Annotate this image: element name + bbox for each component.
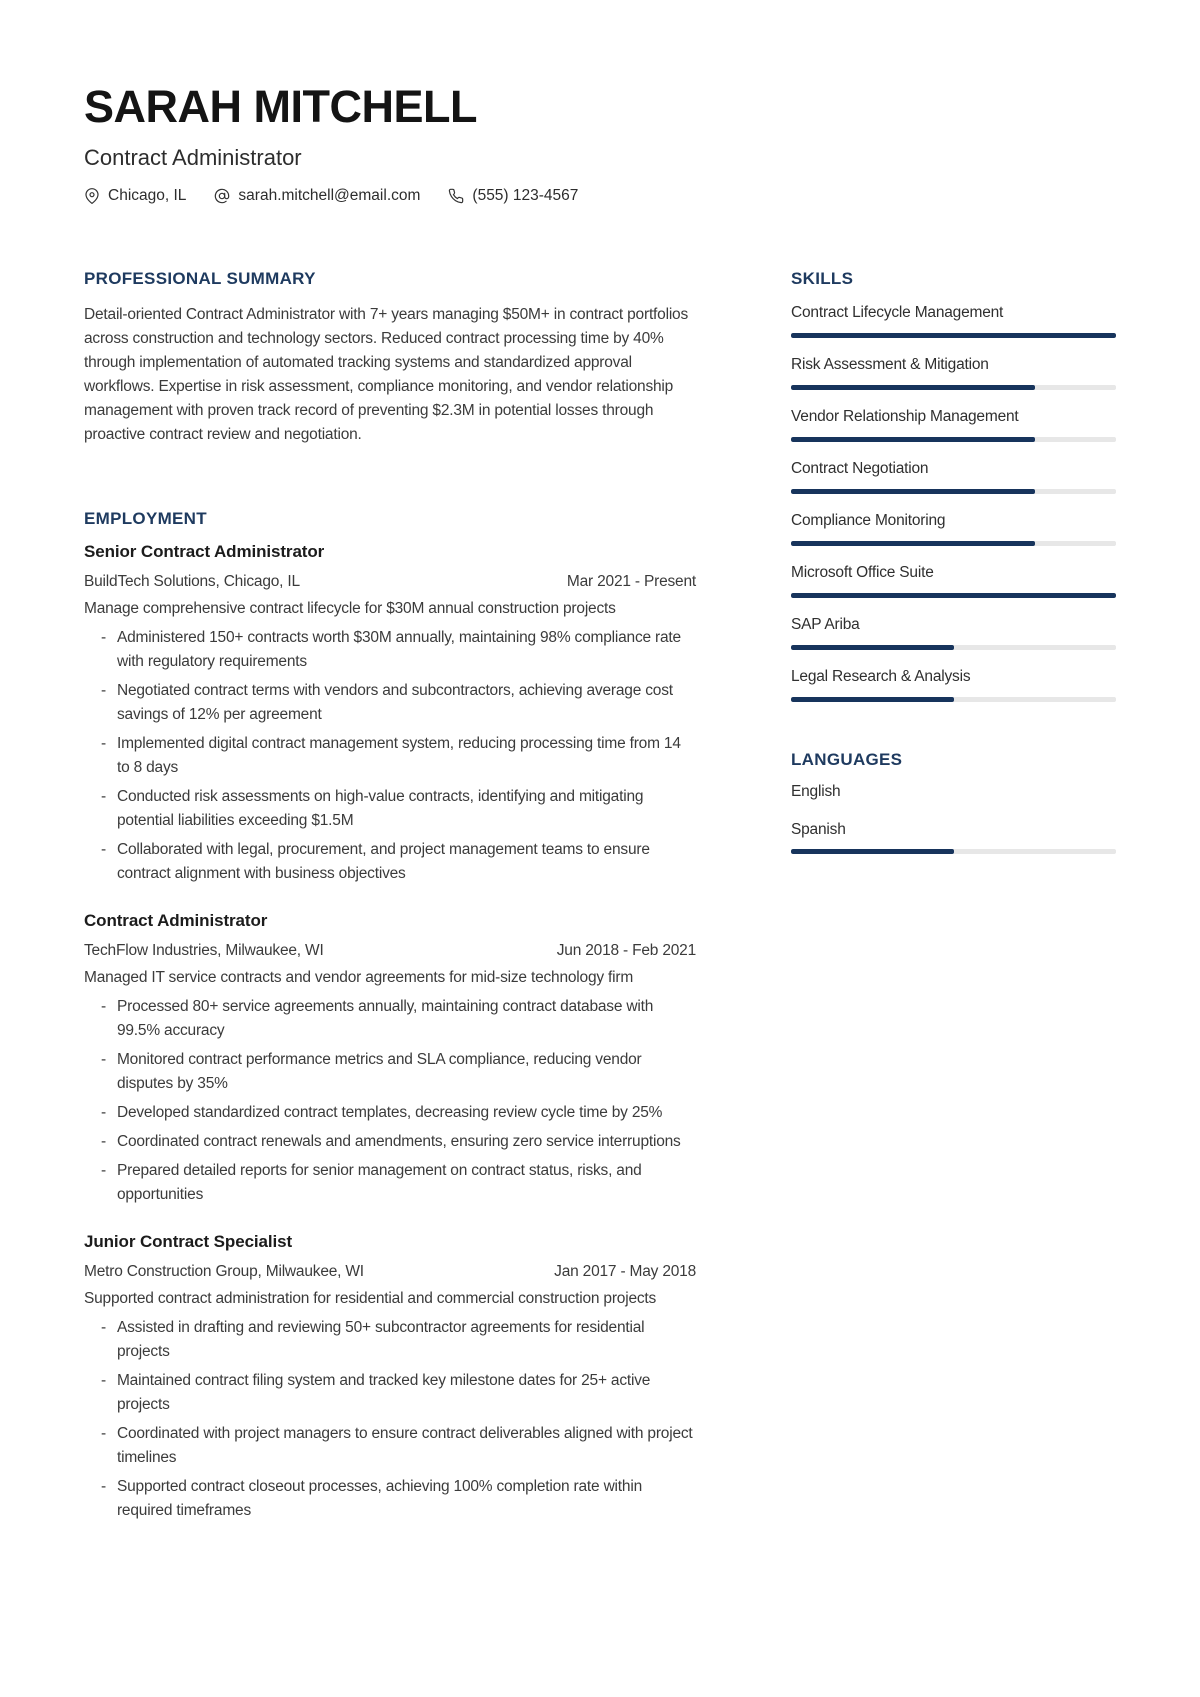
bullet-dash: - (101, 629, 106, 646)
skill-item (791, 615, 1116, 650)
bullet-dash: - (101, 1051, 106, 1068)
skill-label: Contract Negotiation (791, 460, 929, 477)
language-bar-fill (791, 849, 954, 854)
job-title: Senior Contract Administrator (84, 542, 325, 561)
skill-label: SAP Ariba (791, 616, 860, 633)
skill-item (791, 667, 1116, 702)
job-description: Manage comprehensive contract lifecycle for $30M annual construction projects (84, 600, 616, 617)
skill-item (791, 511, 1116, 546)
location-pin-icon (84, 188, 100, 204)
job-bullet (84, 1048, 696, 1096)
phone-icon (448, 188, 464, 204)
job-bullet (84, 1159, 696, 1207)
job-bullet-text: Assisted in drafting and reviewing 50+ subcontractor agreements for residential projects (116, 1319, 645, 1360)
job-company: BuildTech Solutions, Chicago, IL (84, 573, 300, 590)
job-bullet-text: Developed standardized contract templates, decreasing review cycle time by 25% (116, 1104, 663, 1121)
skill-bar-track (791, 333, 1116, 338)
skill-bar-track (791, 593, 1116, 598)
job-meta-row (84, 1260, 696, 1283)
skill-bar-fill (791, 489, 1035, 494)
language-item (791, 820, 1116, 854)
job-bullet (84, 1101, 696, 1125)
bullet-dash: - (101, 841, 106, 858)
job-bullet-text: Coordinated with project managers to ensure contract deliverables aligned with project timelines (116, 1425, 693, 1466)
skill-bar-track (791, 541, 1116, 546)
job-description: Managed IT service contracts and vendor agreements for mid-size technology firm (84, 969, 634, 986)
person-job-title: Contract Administrator (84, 145, 302, 170)
language-label: Spanish (791, 821, 846, 838)
employment-heading: EMPLOYMENT (84, 509, 207, 528)
job-bullet (84, 732, 696, 780)
skill-label: Compliance Monitoring (791, 512, 946, 529)
job-dates: Jun 2018 - Feb 2021 (556, 942, 696, 959)
person-name: SARAH MITCHELL (84, 81, 477, 132)
skill-bar-fill (791, 333, 1116, 338)
skill-bar-fill (791, 437, 1035, 442)
job-bullet (84, 785, 696, 833)
job-bullet (84, 1369, 696, 1417)
contact-email-text: sarah.mitchell@email.com (238, 187, 421, 204)
job-company: TechFlow Industries, Milwaukee, WI (84, 942, 324, 959)
skill-label: Risk Assessment & Mitigation (791, 356, 989, 373)
job-entry (84, 910, 696, 1207)
job-bullet (84, 838, 696, 886)
bullet-dash: - (101, 1133, 106, 1150)
job-bullet-text: Collaborated with legal, procurement, and project management teams to ensure contract alignment with business objectives (116, 841, 650, 882)
job-bullet-text: Negotiated contract terms with vendors and subcontractors, achieving average cost savings of 12% per agreement (116, 682, 673, 723)
skill-label: Vendor Relationship Management (791, 408, 1019, 425)
skill-bar-fill (791, 385, 1035, 390)
language-label: English (791, 783, 841, 800)
job-bullet-text: Processed 80+ service agreements annually, maintaining contract database with 99.5% accuracy (116, 998, 654, 1039)
job-bullet-text: Supported contract closeout processes, achieving 100% completion rate within required timeframes (116, 1478, 642, 1519)
job-title: Junior Contract Specialist (84, 1232, 293, 1251)
skill-bar-fill (791, 645, 954, 650)
skill-item (791, 459, 1116, 494)
skill-bar-track (791, 489, 1116, 494)
job-meta-row (84, 939, 696, 962)
sidebar-column (791, 269, 1116, 1547)
bullet-dash: - (101, 788, 106, 805)
bullet-dash: - (101, 998, 106, 1015)
language-bar-track (791, 849, 1116, 854)
job-description: Supported contract administration for residential and commercial construction projects (84, 1290, 657, 1307)
employment-section (84, 509, 696, 1523)
bullet-dash: - (101, 1162, 106, 1179)
bullet-dash: - (101, 682, 106, 699)
main-column (84, 269, 696, 1547)
job-bullet-text: Implemented digital contract management system, reducing processing time from 14 to 8 days (116, 735, 681, 776)
job-dates: Mar 2021 - Present (566, 573, 696, 590)
skill-bar-fill (791, 697, 954, 702)
job-bullet (84, 1316, 696, 1364)
contact-phone-text: (555) 123-4567 (472, 187, 579, 204)
skill-label: Legal Research & Analysis (791, 668, 971, 685)
job-meta-row (84, 570, 696, 593)
skill-label: Microsoft Office Suite (791, 564, 934, 581)
job-bullet-text: Monitored contract performance metrics and SLA compliance, reducing vendor disputes by 35% (116, 1051, 642, 1092)
bullet-dash: - (101, 735, 106, 752)
job-bullet (84, 1422, 696, 1470)
skill-label: Contract Lifecycle Management (791, 304, 1004, 321)
skill-bar-track (791, 645, 1116, 650)
job-bullet (84, 1475, 696, 1523)
contact-phone (448, 187, 578, 205)
skill-bar-track (791, 437, 1116, 442)
at-sign-icon (214, 188, 230, 204)
job-bullet-text: Administered 150+ contracts worth $30M annually, maintaining 98% compliance rate with regulatory requirements (116, 629, 681, 670)
skill-bar-fill (791, 593, 1116, 598)
job-bullet-text: Conducted risk assessments on high-value contracts, identifying and mitigating potential liabilities exceeding $1.5M (116, 788, 644, 829)
job-bullet-list (84, 1316, 696, 1523)
skill-item (791, 563, 1116, 598)
job-bullet-text: Coordinated contract renewals and amendments, ensuring zero service interruptions (116, 1133, 681, 1150)
skills-section (791, 269, 1116, 702)
resume-body (84, 269, 1116, 1547)
job-bullet-text: Maintained contract filing system and tracked key milestone dates for 25+ active projects (116, 1372, 651, 1413)
job-title: Contract Administrator (84, 911, 268, 930)
job-bullet-list (84, 995, 696, 1207)
job-bullet (84, 1130, 696, 1154)
skill-item (791, 303, 1116, 338)
contact-email (214, 187, 420, 205)
summary-heading: PROFESSIONAL SUMMARY (84, 269, 316, 288)
contact-location (84, 187, 186, 205)
bullet-dash: - (101, 1372, 106, 1389)
job-bullet-text: Prepared detailed reports for senior management on contract status, risks, and opportunities (116, 1162, 642, 1203)
job-bullet (84, 679, 696, 727)
job-entry (84, 541, 696, 886)
job-entry (84, 1231, 696, 1523)
job-bullet (84, 626, 696, 674)
job-bullet-list (84, 626, 696, 886)
job-dates: Jan 2017 - May 2018 (554, 1263, 696, 1280)
bullet-dash: - (101, 1425, 106, 1442)
contact-row (84, 187, 1116, 205)
job-bullet (84, 995, 696, 1043)
skills-heading: SKILLS (791, 269, 854, 288)
summary-section (84, 269, 696, 447)
skill-bar-track (791, 697, 1116, 702)
bullet-dash: - (101, 1104, 106, 1121)
skill-item (791, 355, 1116, 390)
resume-header (84, 82, 1116, 205)
bullet-dash: - (101, 1478, 106, 1495)
language-item (791, 782, 1116, 802)
bullet-dash: - (101, 1319, 106, 1336)
skill-item (791, 407, 1116, 442)
summary-text: Detail-oriented Contract Administrator with 7+ years managing $50M+ in contract portfolios across construction and technology sectors. Reduced contract processing time by 40% through implementation of automated tracking systems and standardized approval workflows. Expertise in risk assessment, compliance monitoring, and vendor relationship management with proven track record of preventing $2.3M in potential losses through proactive contract review and negotiation. (84, 306, 689, 443)
skill-bar-track (791, 385, 1116, 390)
languages-heading: LANGUAGES (791, 750, 903, 769)
job-company: Metro Construction Group, Milwaukee, WI (84, 1263, 364, 1280)
contact-location-text: Chicago, IL (108, 187, 187, 204)
skill-bar-fill (791, 541, 1035, 546)
languages-section (791, 750, 1116, 854)
